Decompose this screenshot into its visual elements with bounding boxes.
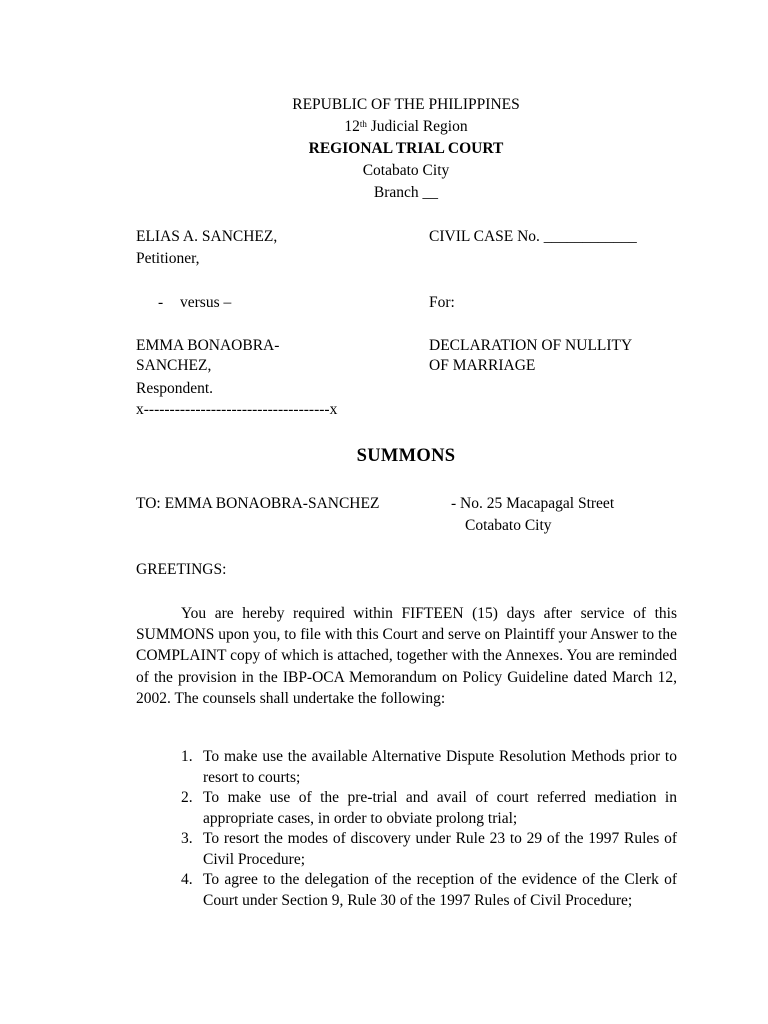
greeting: GREETINGS:	[136, 561, 227, 578]
addressee-address-line2: Cotabato City	[465, 517, 552, 534]
case-nature-line1: DECLARATION OF NULLITY	[429, 337, 633, 354]
respondent-role: Respondent.	[136, 380, 214, 397]
petitioner-role: Petitioner,	[136, 250, 200, 267]
list-item: 3. To resort the modes of discovery under Rule 23 to 29 of the 1997 Rules of Civil Procedure;	[181, 830, 677, 868]
case-number: CIVIL CASE No. ____________	[429, 228, 637, 245]
region-number: 12	[344, 118, 360, 135]
document-title: SUMMONS	[356, 446, 456, 466]
region-text: Judicial Region	[366, 118, 468, 135]
header-branch: Branch __	[373, 184, 439, 201]
header-court: REGIONAL TRIAL COURT	[308, 140, 504, 157]
undertakings-list	[181, 747, 677, 911]
petitioner-name: ELIAS A. SANCHEZ,	[136, 228, 278, 245]
addressee-to: TO: EMMA BONAOBRA-SANCHEZ	[136, 495, 380, 512]
region-superscript: th	[359, 119, 367, 129]
list-item: 1. To make use the available Alternative Dispute Resolution Methods prior to resort to courts;	[181, 748, 677, 786]
for-label: For:	[429, 294, 455, 311]
respondent-name-line1: EMMA BONAOBRA-	[136, 337, 280, 354]
list-item: 2. To make use of the pre-trial and avail of court referred mediation in appropriate cases, in order to obviate prolong trial;	[181, 789, 677, 827]
versus-dash: -	[158, 294, 164, 311]
respondent-name-line2: SANCHEZ,	[136, 357, 212, 374]
versus-label: versus –	[180, 294, 232, 311]
caption-separator: x------------------------------------x	[136, 401, 338, 418]
header-republic: REPUBLIC OF THE PHILIPPINES	[292, 96, 520, 113]
addressee-address-line1: - No. 25 Macapagal Street	[451, 495, 615, 512]
case-nature-line2: OF MARRIAGE	[429, 357, 536, 374]
header-city: Cotabato City	[362, 162, 450, 179]
list-item: 4. To agree to the delegation of the reception of the evidence of the Clerk of Court under Section 9, Rule 30 of the 1997 Rules of Civil Procedure;	[181, 871, 677, 909]
header-region	[0, 117, 768, 137]
body-paragraph: You are hereby required within FIFTEEN (15) days after service of this SUMMONS upon you, to file with this Court and serve on Plaintiff your Answer to the COMPLAINT copy of which is attached, together with the Annexes. You are reminded of the provision in the IBP-OCA Memorandum on Policy Guideline dated March 12, 2002. The counsels shall undertake the following:	[136, 605, 677, 707]
